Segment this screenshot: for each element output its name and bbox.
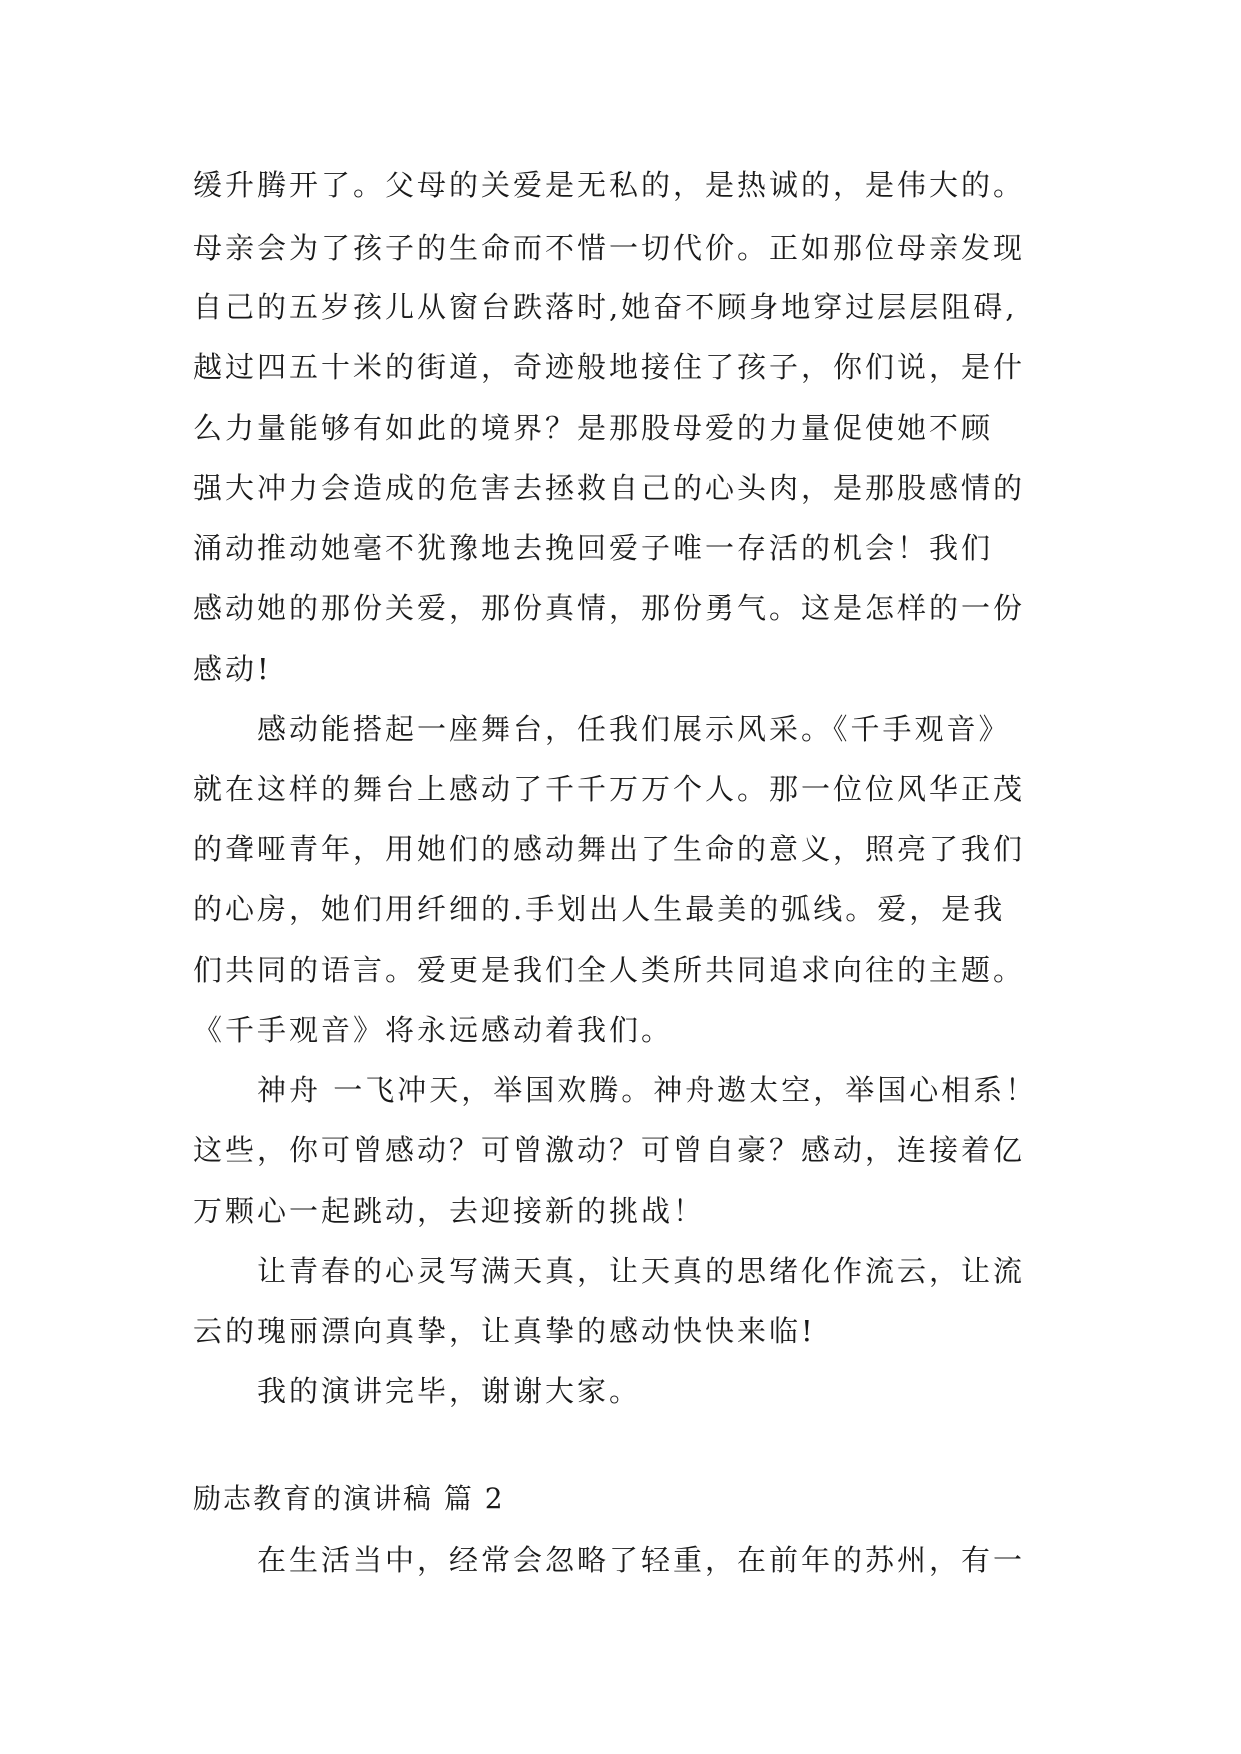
text-line: 让青春的心灵写满天真，让天真的思绪化作流云，让流 bbox=[257, 1254, 1026, 1288]
text-line: 感动! bbox=[193, 652, 272, 686]
text-line: 缓升腾开了。父母的关爱是无私的，是热诚的，是伟大的。 bbox=[193, 168, 1026, 202]
text-line: 神舟 一飞冲天，举国欢腾。神舟遨太空，举国心相系！ bbox=[257, 1073, 1038, 1107]
text-line: 就在这样的舞台上感动了千千万万个人。那一位位风华正茂 bbox=[193, 772, 1026, 806]
text-line: 万颗心一起跳动，去迎接新的挑战！ bbox=[193, 1194, 706, 1228]
text-line: 自己的五岁孩儿从窗台跌落时,她奋不顾身地穿过层层阻碍, bbox=[193, 290, 1018, 324]
text-line: 们共同的语言。爱更是我们全人类所共同追求向往的主题。 bbox=[193, 953, 1026, 987]
text-line: 强大冲力会造成的危害去拯救自己的心头肉，是那股感情的 bbox=[193, 471, 1026, 505]
text-line: 的心房，她们用纤细的.手划出人生最美的弧线。爱，是我 bbox=[193, 892, 1006, 926]
text-line: 越过四五十米的街道，奇迹般地接住了孩子，你们说，是什 bbox=[193, 350, 1026, 384]
text-line: 《千手观音》将永远感动着我们。 bbox=[193, 1013, 674, 1047]
text-line: 感动她的那份关爱，那份真情，那份勇气。这是怎样的一份 bbox=[193, 591, 1026, 625]
text-line: 的聋哑青年，用她们的感动舞出了生命的意义，照亮了我们 bbox=[193, 832, 1026, 866]
text-line: 么力量能够有如此的境界？是那股母爱的力量促使她不顾 bbox=[193, 411, 994, 445]
text-line: 云的瑰丽漂向真挚，让真挚的感动快快来临! bbox=[193, 1314, 816, 1348]
text-line: 在生活当中，经常会忽略了轻重，在前年的苏州，有一 bbox=[257, 1543, 1026, 1577]
text-line: 母亲会为了孩子的生命而不惜一切代价。正如那位母亲发现 bbox=[193, 231, 1026, 265]
text-line: 涌动推动她毫不犹豫地去挽回爱子唯一存活的机会！我们 bbox=[193, 531, 994, 565]
text-line: 我的演讲完毕，谢谢大家。 bbox=[257, 1374, 642, 1408]
text-line: 这些，你可曾感动？可曾激动？可曾自豪？感动，连接着亿 bbox=[193, 1133, 1026, 1167]
section-heading: 励志教育的演讲稿 篇 2 bbox=[193, 1482, 505, 1515]
text-line: 感动能搭起一座舞台，任我们展示风采。《千手观音》 bbox=[257, 712, 1011, 746]
